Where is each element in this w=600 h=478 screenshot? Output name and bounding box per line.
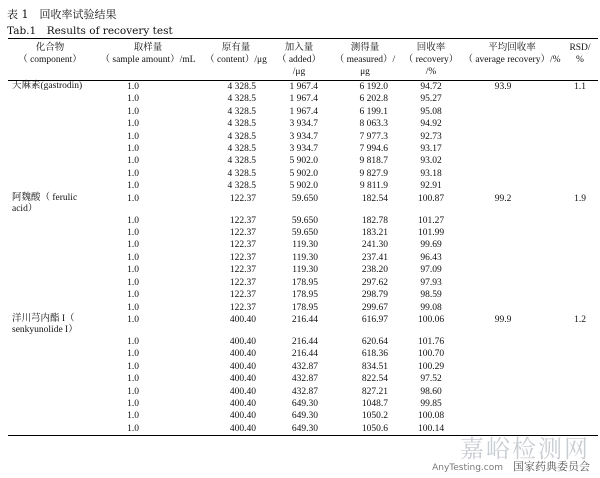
table-cell [8, 155, 92, 167]
table-row [8, 410, 598, 422]
column-header-line: （ sample amount）/mL [100, 55, 196, 65]
rsd-value: 1.9 [574, 193, 586, 204]
compound-name: 阿魏酸（ ferulic acid） [12, 192, 78, 214]
table-cell [562, 302, 598, 314]
compound-name: 洋川芎内酯 I（ senkyunolide I） [12, 313, 78, 335]
table-cell: 400.40 [229, 374, 256, 385]
table-cell [562, 93, 598, 105]
column-header [562, 39, 598, 81]
table-cell: 1.0 [127, 386, 139, 397]
table-cell: 238.20 [361, 265, 388, 276]
column-header-line: 平均回收率 [488, 43, 536, 53]
table-cell [462, 398, 562, 410]
column-header-line: （ measured）/μg [334, 55, 396, 77]
table-row [8, 302, 598, 314]
table-cell: 3 934.7 [289, 131, 318, 142]
table-cell: 122.37 [229, 193, 256, 204]
table-cell: 400.40 [229, 386, 256, 397]
table-cell [8, 289, 92, 301]
table-cell [562, 373, 598, 385]
table-cell: 92.73 [420, 131, 442, 142]
table-cell [562, 106, 598, 118]
table-cell: 618.36 [361, 349, 388, 360]
table-cell: 122.37 [229, 265, 256, 276]
table-cell: 1.0 [127, 314, 139, 325]
table-row [8, 143, 598, 155]
table-cell: 178.95 [291, 290, 318, 301]
table-cell [8, 143, 92, 155]
table-cell: 100.70 [417, 349, 445, 360]
table-cell: 122.37 [229, 290, 256, 301]
table-cell: 9 827.9 [359, 168, 388, 179]
column-header [400, 39, 462, 81]
column-header-line: /% [425, 67, 437, 77]
table-cell [462, 373, 562, 385]
table-cell: 101.99 [417, 228, 445, 239]
table-cell: 1.0 [127, 252, 139, 263]
table-cell: 1.0 [127, 181, 139, 192]
table-cell: 5 902.0 [289, 181, 318, 192]
table-cell: 93.18 [420, 168, 442, 179]
table-cell: 9 818.7 [359, 156, 388, 167]
table-cell: 1.0 [127, 215, 139, 226]
table-cell: 100.08 [417, 411, 445, 422]
table-row [8, 155, 598, 167]
table-cell: 432.87 [291, 386, 318, 397]
table-cell: 822.54 [361, 374, 388, 385]
table-cell: 97.52 [420, 374, 442, 385]
table-cell: 100.87 [417, 193, 445, 204]
table-cell: 122.37 [229, 240, 256, 251]
table-cell: 9 811.9 [359, 181, 388, 192]
table-cell: 237.41 [361, 252, 388, 263]
table-cell: 1.0 [127, 290, 139, 301]
table-row [8, 81, 598, 94]
table-cell: 1.0 [127, 374, 139, 385]
column-header-line: （ content）/μg [205, 55, 267, 65]
table-row [8, 348, 598, 360]
table-row [8, 193, 598, 215]
table-cell: 94.92 [420, 119, 442, 130]
table-row [8, 373, 598, 385]
column-header-line: 测得量 [350, 43, 380, 53]
table-cell [562, 264, 598, 276]
table-cell: 122.37 [229, 228, 256, 239]
table-cell: 4 328.5 [227, 144, 256, 155]
average-recovery: 99.2 [494, 193, 512, 204]
table-cell: 99.85 [420, 398, 442, 409]
watermark-url: AnyTesting.com [432, 463, 503, 473]
table-cell [8, 386, 92, 398]
table-cell: 1.0 [127, 193, 139, 204]
table-cell: 827.21 [361, 386, 388, 397]
table-cell: 1.0 [127, 106, 139, 117]
table-row [8, 398, 598, 410]
table-row [8, 180, 598, 192]
table-cell [562, 239, 598, 251]
table-cell: 1050.2 [361, 411, 388, 422]
table-row [8, 289, 598, 301]
table-cell [8, 361, 92, 373]
table-cell [462, 93, 562, 105]
table-cell: 1.0 [127, 156, 139, 167]
rsd-value: 1.2 [574, 314, 586, 325]
table-cell [462, 168, 562, 180]
table-cell: 98.60 [420, 386, 442, 397]
table-cell [8, 168, 92, 180]
table-cell: 1.0 [127, 240, 139, 251]
table-cell [462, 106, 562, 118]
table-cell: 616.97 [361, 314, 388, 325]
table-row [8, 106, 598, 118]
table-cell: 400.40 [229, 361, 256, 372]
table-cell: 1.0 [127, 411, 139, 422]
column-header [330, 39, 400, 81]
table-cell: 1.0 [127, 277, 139, 288]
table-row [8, 118, 598, 130]
column-header-line: 化合物 [35, 43, 65, 53]
table-cell: 3 934.7 [289, 119, 318, 130]
table-cell: 97.93 [420, 277, 442, 288]
table-row [8, 168, 598, 180]
table-cell [462, 239, 562, 251]
table-cell [462, 227, 562, 239]
table-header [8, 39, 598, 81]
table-cell: 1.0 [127, 423, 139, 434]
table-cell: 4 328.5 [227, 106, 256, 117]
table-cell: 6 192.0 [359, 82, 388, 92]
table-cell [8, 302, 92, 314]
table-cell: 1 967.4 [289, 94, 318, 105]
table-cell [562, 289, 598, 301]
table-cell: 59.650 [291, 215, 318, 226]
table-row [8, 264, 598, 276]
table-cell [462, 118, 562, 130]
table-cell [8, 106, 92, 118]
table-cell: 297.62 [361, 277, 388, 288]
table-row [8, 336, 598, 348]
table-cell: 400.40 [229, 411, 256, 422]
table-cell [562, 336, 598, 348]
column-header [462, 39, 562, 81]
table-cell: 94.72 [420, 82, 442, 92]
table-row [8, 131, 598, 143]
table-row [8, 93, 598, 105]
table-cell: 59.650 [291, 228, 318, 239]
table-cell [462, 143, 562, 155]
table-body [8, 81, 598, 436]
table-cell: 241.30 [361, 240, 388, 251]
table-cell: 1050.6 [361, 423, 388, 434]
table-cell: 100.14 [417, 423, 445, 434]
table-cell: 1.0 [127, 398, 139, 409]
table-cell [8, 398, 92, 410]
column-header [204, 39, 268, 81]
table-cell [562, 410, 598, 422]
column-header-line: （ recovery） [403, 55, 459, 65]
table-cell [462, 277, 562, 289]
table-cell: 95.27 [420, 94, 442, 105]
table-cell: 4 328.5 [227, 131, 256, 142]
table-cell [562, 252, 598, 264]
table-cell: 119.30 [292, 240, 318, 251]
table-cell: 122.37 [229, 277, 256, 288]
table-cell: 178.95 [291, 302, 318, 313]
table-cell: 7 994.6 [359, 144, 388, 155]
table-cell: 100.06 [417, 314, 445, 325]
table-cell [8, 215, 92, 227]
column-header [92, 39, 204, 81]
table-cell [8, 264, 92, 276]
table-cell: 1.0 [127, 82, 139, 92]
table-cell: 1.0 [127, 265, 139, 276]
table-cell: 400.40 [229, 349, 256, 360]
column-header [8, 39, 92, 81]
table-cell [562, 348, 598, 360]
table-cell: 4 328.5 [227, 168, 256, 179]
table-cell [562, 118, 598, 130]
table-cell: 432.87 [291, 374, 318, 385]
table-cell: 4 328.5 [227, 119, 256, 130]
table-cell: 1.0 [127, 361, 139, 372]
table-cell [462, 264, 562, 276]
table-cell: 1 967.4 [289, 106, 318, 117]
table-cell [562, 277, 598, 289]
table-cell: 1.0 [127, 228, 139, 239]
table-cell: 1.0 [127, 131, 139, 142]
table-cell [462, 252, 562, 264]
table-caption-en: Tab.1 Results of recovery test [7, 25, 173, 37]
watermark-sub [432, 458, 590, 474]
table-cell [562, 386, 598, 398]
table-cell: 119.30 [292, 252, 318, 263]
table-cell [462, 361, 562, 373]
table-cell: 6 202.8 [359, 94, 388, 105]
table-cell [562, 423, 598, 436]
table-caption-cn: 表 1 回收率试验结果 [7, 8, 117, 21]
table-cell: 216.44 [291, 336, 318, 347]
table-cell: 122.37 [229, 252, 256, 263]
table-cell: 4 328.5 [227, 94, 256, 105]
table-cell [562, 168, 598, 180]
table-cell: 93.17 [420, 144, 442, 155]
table-cell: 649.30 [291, 411, 318, 422]
table-cell: 1048.7 [361, 398, 388, 409]
column-header-line: （ added） [276, 55, 322, 65]
table-cell [462, 336, 562, 348]
table-row [8, 215, 598, 227]
table-cell: 1.0 [127, 168, 139, 179]
table-cell: 216.44 [291, 349, 318, 360]
table-cell [562, 227, 598, 239]
table-row [8, 239, 598, 251]
table-cell [8, 348, 92, 360]
table-cell [462, 423, 562, 436]
table-cell: 8 063.3 [359, 119, 388, 130]
table-cell [8, 93, 92, 105]
column-header-line: （ component） [18, 55, 82, 65]
column-header-line: % [576, 55, 584, 65]
table-cell: 1.0 [127, 119, 139, 130]
table-cell [562, 361, 598, 373]
table-cell: 1.0 [127, 94, 139, 105]
table-cell: 1.0 [127, 302, 139, 313]
table-cell [462, 180, 562, 192]
table-cell: 183.21 [361, 228, 388, 239]
table-cell [462, 215, 562, 227]
table-cell [8, 118, 92, 130]
table-cell: 101.27 [417, 215, 445, 226]
table-cell: 96.43 [420, 252, 442, 263]
table-cell: 178.95 [291, 277, 318, 288]
table-cell: 99.69 [420, 240, 442, 251]
column-header [268, 39, 330, 81]
table-cell: 649.30 [291, 423, 318, 434]
table-cell: 101.76 [417, 336, 445, 347]
table-cell [462, 155, 562, 167]
table-cell: 97.09 [420, 265, 442, 276]
table-cell: 400.40 [229, 398, 256, 409]
table-row [8, 423, 598, 436]
table-cell [562, 398, 598, 410]
table-row [8, 386, 598, 398]
table-cell: 1.0 [127, 144, 139, 155]
table-cell: 4 328.5 [227, 156, 256, 167]
table-row [8, 252, 598, 264]
table-cell: 834.51 [361, 361, 388, 372]
table-cell: 7 977.3 [359, 131, 388, 142]
table-cell: 1.0 [127, 336, 139, 347]
table-cell: 3 934.7 [289, 144, 318, 155]
table-cell: 98.59 [420, 290, 442, 301]
table-cell [8, 180, 92, 192]
column-header-line: RSD/ [569, 43, 591, 53]
watermark-org: 国家药典委员会 [513, 460, 590, 473]
table-row [8, 277, 598, 289]
table-cell [462, 410, 562, 422]
column-header-line: （ average recovery）/% [463, 55, 561, 65]
table-cell: 400.40 [229, 336, 256, 347]
table-cell: 298.79 [361, 290, 388, 301]
table-cell: 122.37 [229, 215, 256, 226]
table-cell [462, 386, 562, 398]
recovery-table [8, 38, 598, 436]
watermark-main: 嘉峪检测网 [460, 435, 590, 463]
table-row [8, 314, 598, 336]
table-cell: 6 199.1 [359, 106, 388, 117]
table-cell: 400.40 [229, 314, 256, 325]
table-cell [562, 143, 598, 155]
table-cell [462, 348, 562, 360]
table-cell [8, 227, 92, 239]
table-cell [562, 155, 598, 167]
table-cell [8, 373, 92, 385]
table-cell [562, 215, 598, 227]
average-recovery: 93.9 [494, 82, 512, 92]
table-cell [8, 131, 92, 143]
table-cell: 182.54 [361, 193, 388, 204]
table-cell: 182.78 [361, 215, 388, 226]
table-cell [462, 289, 562, 301]
table-cell: 5 902.0 [289, 156, 318, 167]
table-cell: 1.0 [127, 349, 139, 360]
column-header-line: /μg [292, 67, 306, 77]
average-recovery: 99.9 [494, 314, 512, 325]
table-cell [8, 239, 92, 251]
table-cell [8, 423, 92, 436]
table-cell: 92.91 [420, 181, 442, 192]
table-cell: 5 902.0 [289, 168, 318, 179]
table-cell: 4 328.5 [227, 181, 256, 192]
column-header-line: 加入量 [284, 43, 314, 53]
table-cell: 1 967.4 [289, 82, 318, 92]
table-cell [462, 302, 562, 314]
table-cell: 100.29 [417, 361, 445, 372]
table-cell: 620.64 [361, 336, 388, 347]
header-row [8, 39, 598, 81]
table-cell: 299.67 [361, 302, 388, 313]
table-cell [562, 131, 598, 143]
compound-name: 天麻素(gastrodin) [12, 81, 83, 91]
table-cell: 216.44 [291, 314, 318, 325]
table-cell [8, 277, 92, 289]
table-row [8, 361, 598, 373]
table-cell: 95.08 [420, 106, 442, 117]
column-header-line: 取样量 [133, 43, 163, 53]
rsd-value: 1.1 [574, 82, 586, 92]
table-cell: 59.650 [291, 193, 318, 204]
table-cell [562, 180, 598, 192]
table-cell [8, 410, 92, 422]
column-header-line: 回收率 [416, 43, 446, 53]
table-cell: 93.02 [420, 156, 442, 167]
table-cell: 119.30 [292, 265, 318, 276]
table-cell [8, 336, 92, 348]
table-cell: 122.37 [229, 302, 256, 313]
table-cell: 400.40 [229, 423, 256, 434]
table-cell: 99.08 [420, 302, 442, 313]
table-cell: 649.30 [291, 398, 318, 409]
column-header-line: 原有量 [221, 43, 251, 53]
table-cell [8, 252, 92, 264]
table-cell [462, 131, 562, 143]
table-cell: 432.87 [291, 361, 318, 372]
table-row [8, 227, 598, 239]
table-cell: 4 328.5 [227, 82, 256, 92]
